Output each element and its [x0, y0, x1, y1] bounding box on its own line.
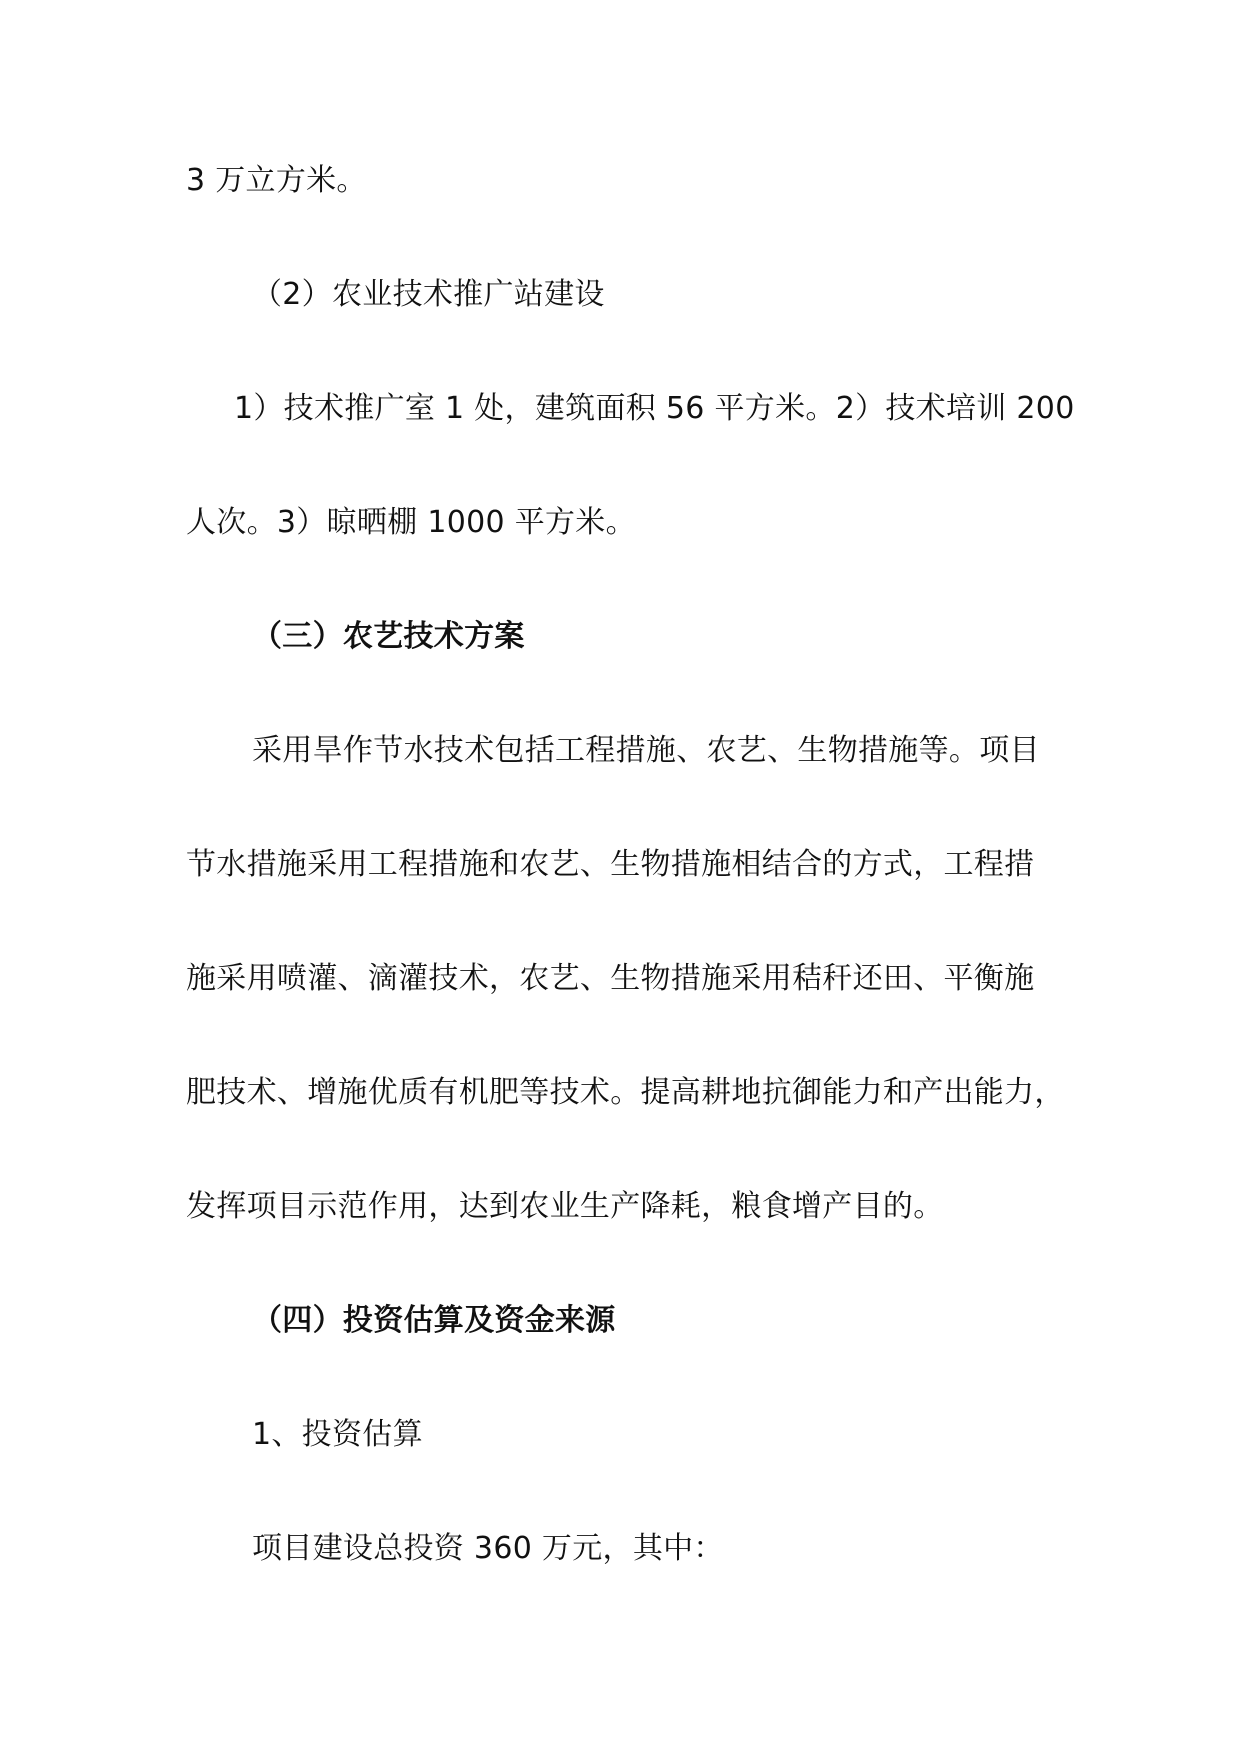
paragraph-line: 项目建设总投资 360 万元，其中： [252, 1531, 724, 1566]
subsection-heading: （2）农业技术推广站建设 [252, 277, 605, 312]
paragraph-line: 1）技术推广室 1 处，建筑面积 56 平方米。2）技术培训 200 [234, 391, 1075, 426]
subsection-heading: 1、投资估算 [252, 1417, 423, 1452]
paragraph-line: 施采用喷灌、滴灌技术，农艺、生物措施采用秸秆还田、平衡施 [186, 961, 1035, 996]
section-heading: （四）投资估算及资金来源 [252, 1303, 616, 1338]
paragraph-line: 发挥项目示范作用，达到农业生产降耗，粮食增产目的。 [186, 1189, 944, 1224]
paragraph-line: 采用旱作节水技术包括工程措施、农艺、生物措施等。项目 [252, 733, 1040, 768]
paragraph-line: 人次。3）晾晒棚 1000 平方米。 [186, 505, 636, 540]
paragraph-line: 肥技术、增施优质有机肥等技术。提高耕地抗御能力和产出能力， [186, 1075, 1065, 1110]
paragraph-line: 节水措施采用工程措施和农艺、生物措施相结合的方式，工程措 [186, 847, 1035, 882]
section-heading: （三）农艺技术方案 [252, 619, 525, 654]
paragraph-line: 3 万立方米。 [186, 163, 367, 198]
